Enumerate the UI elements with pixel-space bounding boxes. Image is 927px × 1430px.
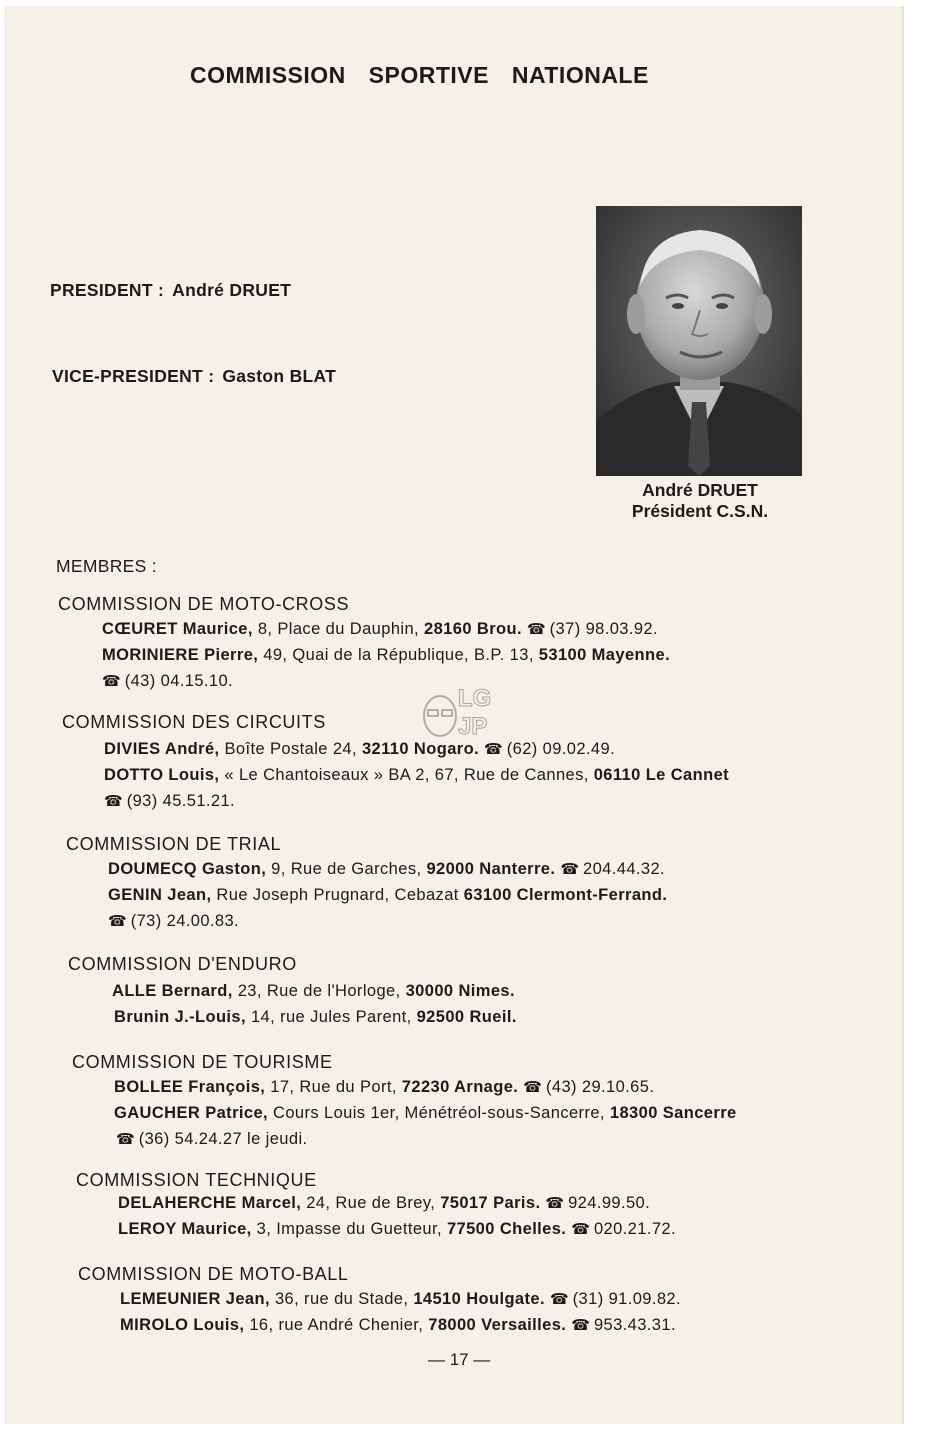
portrait-illustration: [596, 206, 802, 476]
watermark-text-bottom: JP: [458, 713, 488, 740]
member-phone-line: [116, 1130, 308, 1149]
member-entry: [104, 740, 615, 759]
telephone-icon: ☎: [560, 861, 580, 878]
member-name: LEROY Maurice,: [118, 1220, 252, 1238]
member-phone: 020.21.72.: [593, 1220, 676, 1238]
member-city: 92500 Rueil.: [416, 1008, 517, 1026]
member-address: 17, Rue du Port,: [270, 1078, 397, 1096]
member-name: Brunin J.-Louis,: [114, 1008, 246, 1026]
member-city: 63100 Clermont-Ferrand.: [463, 886, 668, 904]
member-city: 28160 Brou.: [424, 620, 522, 638]
member-address: 8, Place du Dauphin,: [257, 620, 420, 638]
member-phone: 204.44.32.: [583, 860, 666, 878]
member-city: 72230 Arnage.: [401, 1078, 519, 1096]
member-address: 3, Impasse du Guetteur,: [256, 1220, 442, 1238]
member-city: 18300 Sancerre: [609, 1104, 737, 1122]
member-city: 78000 Versailles.: [428, 1316, 567, 1334]
member-name: DOUMECQ Gaston,: [108, 860, 267, 878]
member-address: 23, Rue de l'Horloge,: [237, 982, 401, 1000]
page-title: COMMISSION SPORTIVE NATIONALE: [190, 62, 649, 88]
photo-caption-role: Président C.S.N.: [631, 501, 769, 521]
member-entry: [102, 646, 670, 665]
member-address: 36, rue du Stade,: [274, 1290, 409, 1308]
telephone-icon: ☎: [571, 1221, 590, 1238]
photo-caption: [600, 480, 800, 522]
member-phone-line: [104, 792, 235, 811]
member-city: 77500 Chelles.: [446, 1220, 567, 1238]
member-entry: [118, 1220, 676, 1239]
member-entry: [120, 1316, 676, 1335]
telephone-icon: ☎: [549, 1291, 569, 1308]
commission-title: COMMISSION D'ENDURO: [68, 954, 297, 974]
member-phone-line: [108, 912, 239, 931]
member-name: BOLLEE François,: [114, 1078, 266, 1096]
member-name: DOTTO Louis,: [104, 766, 220, 784]
member-city: 75017 Paris.: [440, 1194, 541, 1212]
member-city: 53100 Mayenne.: [538, 646, 671, 664]
president-label: PRESIDENT :: [50, 280, 165, 300]
member-entry: [118, 1194, 650, 1213]
member-phone: 924.99.50.: [568, 1194, 651, 1212]
member-entry: [102, 620, 658, 639]
vice-president-name: Gaston BLAT: [222, 366, 337, 386]
watermark-text-top: LG: [458, 685, 492, 712]
commission-title: COMMISSION DE TOURISME: [72, 1052, 333, 1072]
member-phone: (73) 24.00.83.: [130, 912, 240, 930]
member-entry: [120, 1290, 681, 1309]
member-address: 14, rue Jules Parent,: [250, 1008, 412, 1026]
member-phone: 953.43.31.: [593, 1316, 676, 1334]
member-address: 24, Rue de Brey,: [306, 1194, 436, 1212]
commission-title: COMMISSION TECHNIQUE: [76, 1170, 317, 1190]
telephone-icon: ☎: [102, 673, 121, 690]
member-address: 49, Quai de la République, B.P. 13,: [263, 646, 534, 664]
member-name: DELAHERCHE Marcel,: [118, 1194, 302, 1212]
watermark-logo: [418, 686, 510, 746]
member-name: GAUCHER Patrice,: [114, 1104, 269, 1122]
member-phone-line: [102, 672, 233, 691]
member-phone: (62) 09.02.49.: [506, 740, 616, 758]
member-name: CŒURET Maurice,: [102, 620, 253, 638]
telephone-icon: ☎: [116, 1131, 135, 1148]
commission-title: COMMISSION DE MOTO-CROSS: [58, 594, 350, 614]
commission-title: COMMISSION DES CIRCUITS: [62, 712, 326, 732]
member-address: Cours Louis 1er, Ménétréol-sous-Sancerre,: [273, 1104, 605, 1122]
telephone-icon: ☎: [526, 621, 546, 638]
member-name: MORINIERE Pierre,: [102, 646, 259, 664]
member-phone: (36) 54.24.27 le jeudi.: [138, 1130, 308, 1148]
member-entry: [114, 1078, 654, 1097]
commission-title: COMMISSION DE TRIAL: [66, 834, 282, 854]
member-entry: [112, 982, 515, 1001]
telephone-icon: ☎: [484, 741, 503, 758]
member-entry: [108, 860, 665, 879]
president-name: André DRUET: [172, 280, 292, 300]
member-phone: (31) 91.09.82.: [572, 1290, 681, 1308]
member-name: MIROLO Louis,: [120, 1316, 245, 1334]
member-address: Boîte Postale 24,: [224, 740, 357, 758]
telephone-icon: ☎: [571, 1317, 590, 1334]
telephone-icon: ☎: [545, 1195, 565, 1212]
member-entry: [104, 766, 729, 785]
member-entry: [114, 1008, 517, 1027]
telephone-icon: ☎: [108, 913, 127, 930]
member-address: « Le Chantoiseaux » BA 2, 67, Rue de Cannes,: [224, 766, 589, 784]
vice-president-line: [52, 366, 336, 387]
member-phone: (93) 45.51.21.: [126, 792, 236, 810]
member-address: 16, rue André Chenier,: [249, 1316, 424, 1334]
member-phone: (43) 04.15.10.: [124, 672, 234, 690]
member-city: 30000 Nimes.: [405, 982, 515, 1000]
commission-title: COMMISSION DE MOTO-BALL: [78, 1264, 349, 1284]
member-entry: [108, 886, 667, 905]
member-phone: (43) 29.10.65.: [545, 1078, 655, 1096]
member-city: 32110 Nogaro.: [361, 740, 480, 758]
member-entry: [114, 1104, 737, 1123]
member-city: 06110 Le Cannet: [593, 766, 730, 784]
member-phone: (37) 98.03.92.: [549, 620, 658, 638]
president-portrait: [596, 206, 802, 476]
member-name: ALLE Bernard,: [112, 982, 233, 1000]
president-line: [50, 280, 291, 301]
member-address: 9, Rue de Garches,: [271, 860, 422, 878]
vice-president-label: VICE-PRESIDENT :: [52, 366, 215, 386]
member-city: 92000 Nanterre.: [426, 860, 556, 878]
photo-caption-name: André DRUET: [642, 480, 758, 500]
page-number: — 17 —: [428, 1350, 491, 1369]
member-city: 14510 Houlgate.: [413, 1290, 545, 1308]
telephone-icon: ☎: [104, 793, 123, 810]
telephone-icon: ☎: [523, 1079, 542, 1096]
member-name: GENIN Jean,: [108, 886, 212, 904]
members-heading: MEMBRES :: [56, 556, 157, 576]
member-name: LEMEUNIER Jean,: [120, 1290, 270, 1308]
member-address: Rue Joseph Prugnard, Cebazat: [216, 886, 459, 904]
member-name: DIVIES André,: [104, 740, 220, 758]
